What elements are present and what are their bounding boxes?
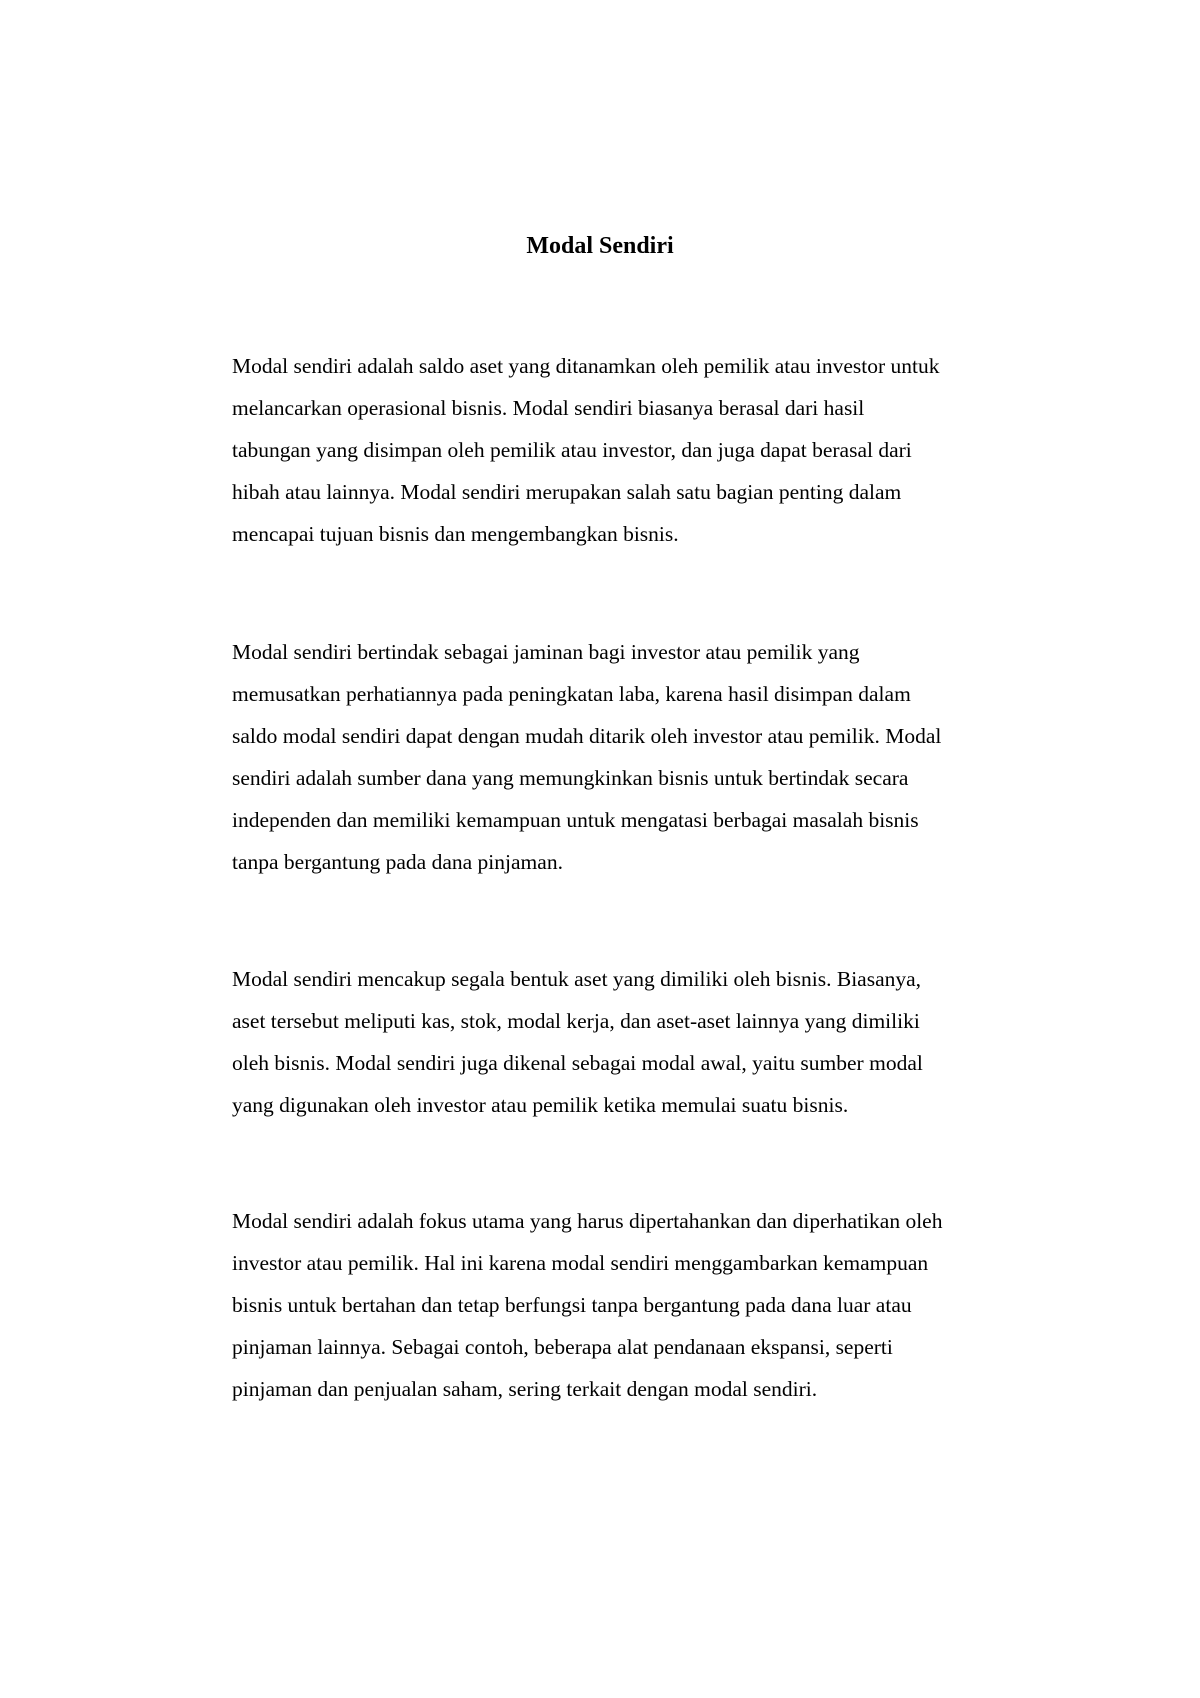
paragraph-line: Modal sendiri bertindak sebagai jaminan bagi investor atau pemilik yang bbox=[232, 640, 860, 664]
paragraph-line: saldo modal sendiri dapat dengan mudah ditarik oleh investor atau pemilik. Modal bbox=[232, 724, 942, 748]
paragraph-line: pinjaman lainnya. Sebagai contoh, beberapa alat pendanaan ekspansi, seperti bbox=[232, 1335, 893, 1359]
paragraph-line: Modal sendiri adalah saldo aset yang ditanamkan oleh pemilik atau investor untuk bbox=[232, 354, 940, 378]
paragraph-line: Modal sendiri adalah fokus utama yang harus dipertahankan dan diperhatikan oleh bbox=[232, 1209, 943, 1233]
document-title: Modal Sendiri bbox=[526, 233, 674, 259]
paragraph-1 bbox=[232, 345, 1042, 555]
paragraph-line: memusatkan perhatiannya pada peningkatan laba, karena hasil disimpan dalam bbox=[232, 682, 911, 706]
paragraph-line: mencapai tujuan bisnis dan mengembangkan bisnis. bbox=[232, 522, 679, 546]
paragraph-line: investor atau pemilik. Hal ini karena modal sendiri menggambarkan kemampuan bbox=[232, 1251, 929, 1275]
paragraph-line: oleh bisnis. Modal sendiri juga dikenal sebagai modal awal, yaitu sumber modal bbox=[232, 1051, 923, 1075]
paragraph-line: tabungan yang disimpan oleh pemilik atau investor, dan juga dapat berasal dari bbox=[232, 438, 912, 462]
paragraph-line: sendiri adalah sumber dana yang memungkinkan bisnis untuk bertindak secara bbox=[232, 766, 909, 790]
paragraph-line: Modal sendiri mencakup segala bentuk aset yang dimiliki oleh bisnis. Biasanya, bbox=[232, 967, 922, 991]
paragraph-4 bbox=[232, 1200, 1042, 1410]
paragraph-line: bisnis untuk bertahan dan tetap berfungsi tanpa bergantung pada dana luar atau bbox=[232, 1293, 912, 1317]
paragraph-3 bbox=[232, 958, 1042, 1126]
paragraph-2 bbox=[232, 631, 1042, 883]
paragraph-line: hibah atau lainnya. Modal sendiri merupakan salah satu bagian penting dalam bbox=[232, 480, 902, 504]
paragraph-line: melancarkan operasional bisnis. Modal sendiri biasanya berasal dari hasil bbox=[232, 396, 865, 420]
paragraph-line: independen dan memiliki kemampuan untuk mengatasi berbagai masalah bisnis bbox=[232, 808, 919, 832]
paragraph-line: tanpa bergantung pada dana pinjaman. bbox=[232, 850, 563, 874]
paragraph-line: pinjaman dan penjualan saham, sering terkait dengan modal sendiri. bbox=[232, 1377, 818, 1401]
paragraph-line: aset tersebut meliputi kas, stok, modal kerja, dan aset-aset lainnya yang dimiliki bbox=[232, 1009, 920, 1033]
paragraph-line: yang digunakan oleh investor atau pemilik ketika memulai suatu bisnis. bbox=[232, 1093, 849, 1117]
